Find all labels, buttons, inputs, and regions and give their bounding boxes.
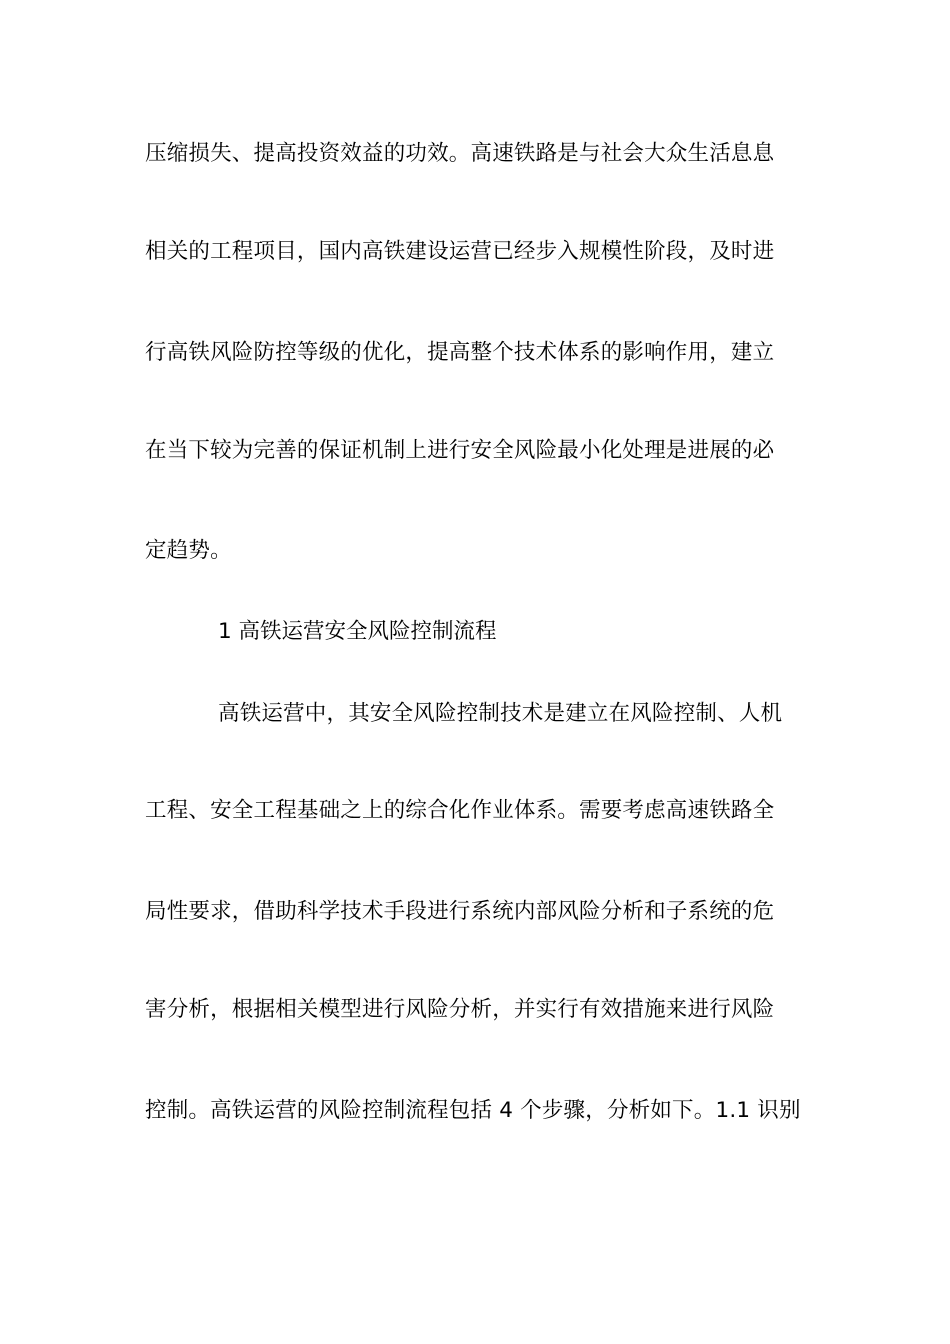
- paragraph-line: 定趋势。: [145, 538, 232, 563]
- paragraph-line: 害分析，根据相关模型进行风险分析，并实行有效措施来进行风险: [145, 997, 775, 1022]
- paragraph-line: 工程、安全工程基础之上的综合化作业体系。需要考虑高速铁路全: [145, 798, 775, 823]
- paragraph-line: 高铁运营中，其安全风险控制技术是建立在风险控制、人机: [218, 701, 783, 726]
- paragraph-line: 局性要求，借助科学技术手段进行系统内部风险分析和子系统的危: [145, 899, 775, 924]
- section-heading: 1 高铁运营安全风险控制流程: [218, 619, 497, 644]
- paragraph-line: 控制。高铁运营的风险控制流程包括 4 个步骤，分析如下。1.1 识别: [145, 1098, 801, 1123]
- paragraph-line: 相关的工程项目，国内高铁建设运营已经步入规模性阶段，及时进: [145, 239, 775, 264]
- paragraph-line: 在当下较为完善的保证机制上进行安全风险最小化处理是进展的必: [145, 438, 775, 463]
- paragraph-line: 压缩损失、提高投资效益的功效。高速铁路是与社会大众生活息息: [145, 141, 775, 166]
- paragraph-line: 行高铁风险防控等级的优化，提高整个技术体系的影响作用，建立: [145, 340, 775, 365]
